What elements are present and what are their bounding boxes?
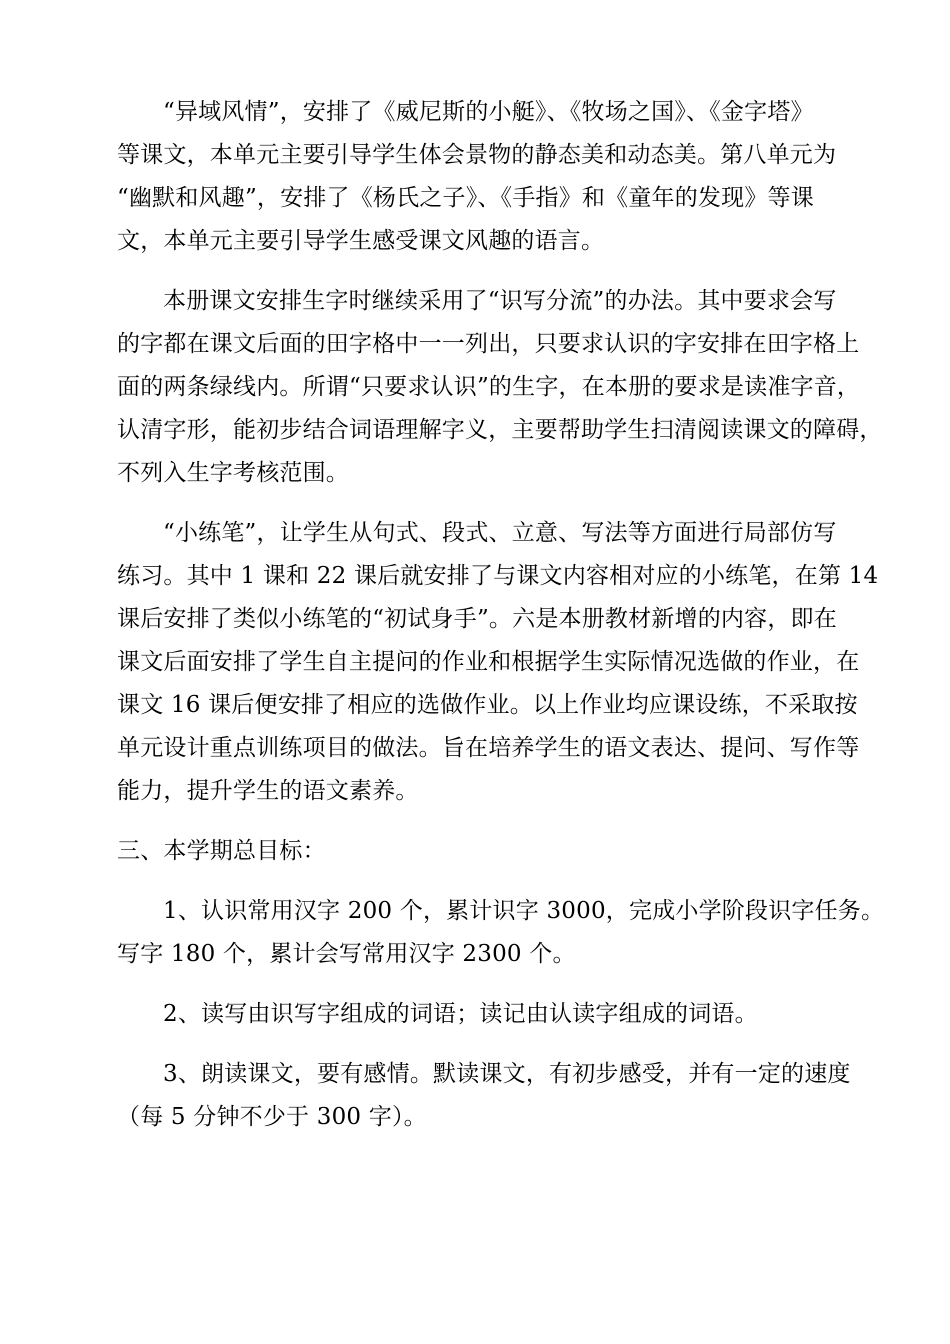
goal-item-line: 3、朗读课文，要有感情。默读课文，有初步感受，并有一定的速度 <box>163 1061 851 1087</box>
paragraph-line: 的字都在课文后面的田字格中一一列出，只要求认识的字安排在田字格上 <box>117 331 860 357</box>
paragraph-line: “小练笔”，让学生从句式、段式、立意、写法等方面进行局部仿写 <box>163 520 837 546</box>
paragraph-line: 单元设计重点训练项目的做法。旨在培养学生的语文表达、提问、写作等 <box>117 735 860 761</box>
paragraph-line: 课文 16 课后便安排了相应的选做作业。以上作业均应课设练，不采取按 <box>117 692 858 718</box>
paragraph-line: 不列入生字考核范围。 <box>117 460 349 486</box>
goal-item-line: 1、认识常用汉字 200 个，累计识字 3000，完成小学阶段识字任务。 <box>163 898 885 924</box>
paragraph-line: 课文后面安排了学生自主提问的作业和根据学生实际情况选做的作业，在 <box>117 649 860 675</box>
paragraph-line: 练习。其中 1 课和 22 课后就安排了与课文内容相对应的小练笔，在第 14 <box>117 563 879 589</box>
goal-item-line: （每 5 分钟不少于 300 字）。 <box>117 1104 427 1130</box>
paragraph-line: 认清字形，能初步结合词语理解字义，主要帮助学生扫清阅读课文的障碍， <box>117 417 883 443</box>
paragraph-line: 本册课文安排生字时继续采用了“识写分流”的办法。其中要求会写 <box>163 288 837 314</box>
paragraph-line: 能力，提升学生的语文素养。 <box>117 778 419 804</box>
goal-item-line: 写字 180 个，累计会写常用汉字 2300 个。 <box>117 941 576 967</box>
paragraph-line: 课后安排了类似小练笔的“初试身手”。六是本册教材新增的内容，即在 <box>117 606 837 632</box>
paragraph-line: “异域风情”，安排了《威尼斯的小艇》、《牧场之国》、《金字塔》 <box>163 99 814 125</box>
paragraph-line: 文，本单元主要引导学生感受课文风趣的语言。 <box>117 228 605 254</box>
paragraph-line: 面的两条绿线内。所谓“只要求认识”的生字，在本册的要求是读准字音， <box>117 374 861 400</box>
section-heading: 三、本学期总目标： <box>117 838 326 864</box>
paragraph-line: “幽默和风趣”，安排了《杨氏之子》、《手指》和《童年的发现》等课 <box>117 185 814 211</box>
goal-item-line: 2、读写由识写字组成的词语；读记由认读字组成的词语。 <box>163 1001 758 1027</box>
paragraph-line: 等课文，本单元主要引导学生体会景物的静态美和动态美。第八单元为 <box>117 142 837 168</box>
